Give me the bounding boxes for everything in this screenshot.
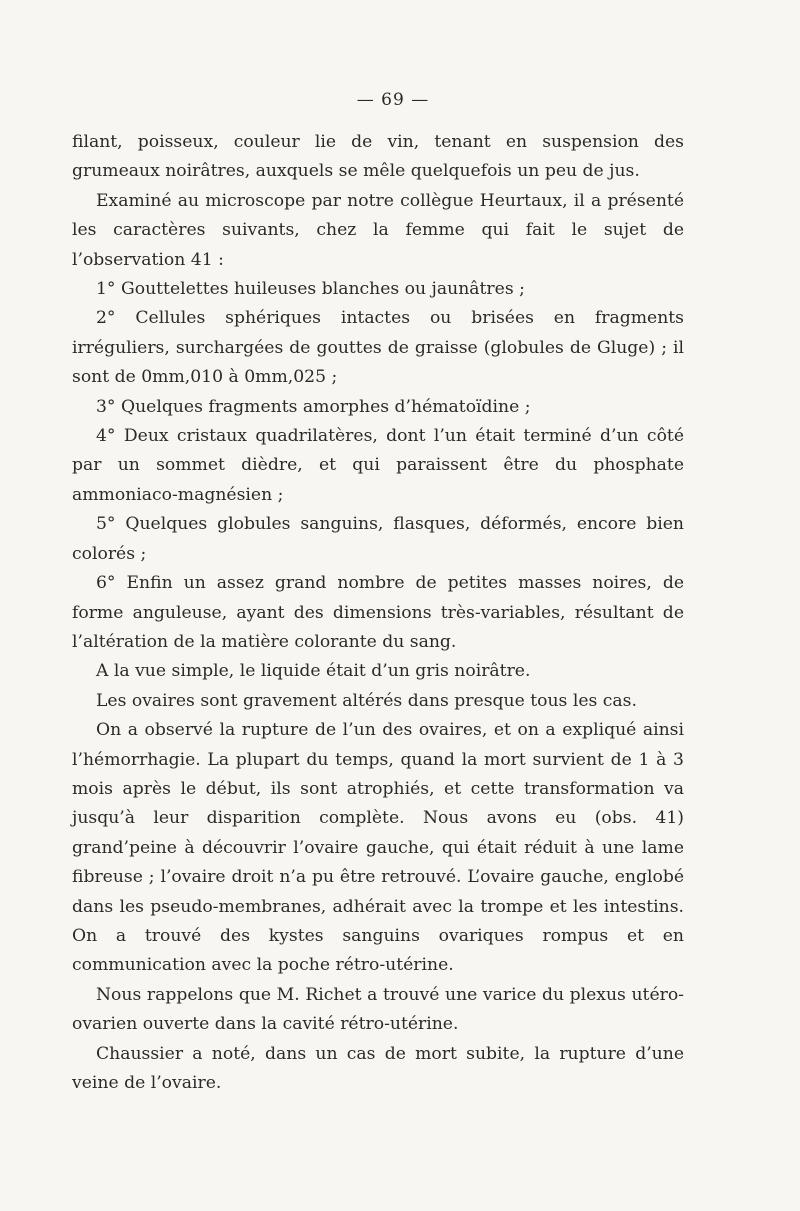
book-page <box>72 90 684 1098</box>
paragraph-10: Les ovaires sont gravement altérés dans presque tous les cas. <box>96 690 637 711</box>
page-number: — 69 — <box>356 90 430 110</box>
paragraph-7: 5° Quelques globules sanguins, flasques, déformés, encore bien colorés ; <box>72 514 684 564</box>
body-text <box>72 128 684 1098</box>
paragraph-12: Nous rappelons que M. Richet a trouvé une varice du plexus utéro-ovarien ouverte dans la cavité rétro-utérine. <box>72 984 684 1035</box>
paragraph-2: Examiné au microscope par notre collègue Heurtaux, il a présenté les caractères suivants, chez la femme qui fait le sujet de l’observation 41 : <box>72 190 684 270</box>
paragraph-4: 2° Cellules sphériques intactes ou brisées en fragments irréguliers, surchargées de gouttes de graisse (globules de Gluge) ; il sont de 0mm,010 à 0mm,025 ; <box>72 308 684 388</box>
paragraph-6: 4° Deux cristaux quadrilatères, dont l’un était terminé d’un côté par un sommet dièdre, et qui paraissent être du phosphate ammoniaco-magnésien ; <box>72 426 684 505</box>
paragraph-13: Chaussier a noté, dans un cas de mort subite, la rupture d’une veine de l’ovaire. <box>72 1043 684 1093</box>
paragraph-3: 1° Gouttelettes huileuses blanches ou jaunâtres ; <box>96 279 525 300</box>
paragraph-8: 6° Enfin un assez grand nombre de petites masses noires, de forme anguleuse, ayant des dimensions très-variables, résultant de l’altération de la matière colorante du sang. <box>72 573 684 652</box>
paragraph-11: On a observé la rupture de l’un des ovaires, et on a expliqué ainsi l’hémorrhagie. La plupart du temps, quand la mort survient de 1 à 3 mois après le début, ils sont atrophiés, et cette transformation va jusqu’à leur disparition complète. Nous avons eu (obs. 41) grand’peine à découvrir l’ovaire gauche, qui était réduit à une lame fibreuse ; l’ovaire droit n’a pu être retrouvé. L’ovaire gauche, englobé dans les pseudo-membranes, adhérait avec la trompe et les intestins. On a trouvé des kystes sanguins ovariques rompus et en communication avec la poche rétro-utérine. <box>72 720 684 976</box>
paragraph-5: 3° Quelques fragments amorphes d’hématoïdine ; <box>96 396 531 417</box>
paragraph-1: filant, poisseux, couleur lie de vin, tenant en suspension des grumeaux noirâtres, auxquels se mêle quelquefois un peu de jus. <box>72 132 684 182</box>
paragraph-9: A la vue simple, le liquide était d’un gris noirâtre. <box>96 661 531 682</box>
